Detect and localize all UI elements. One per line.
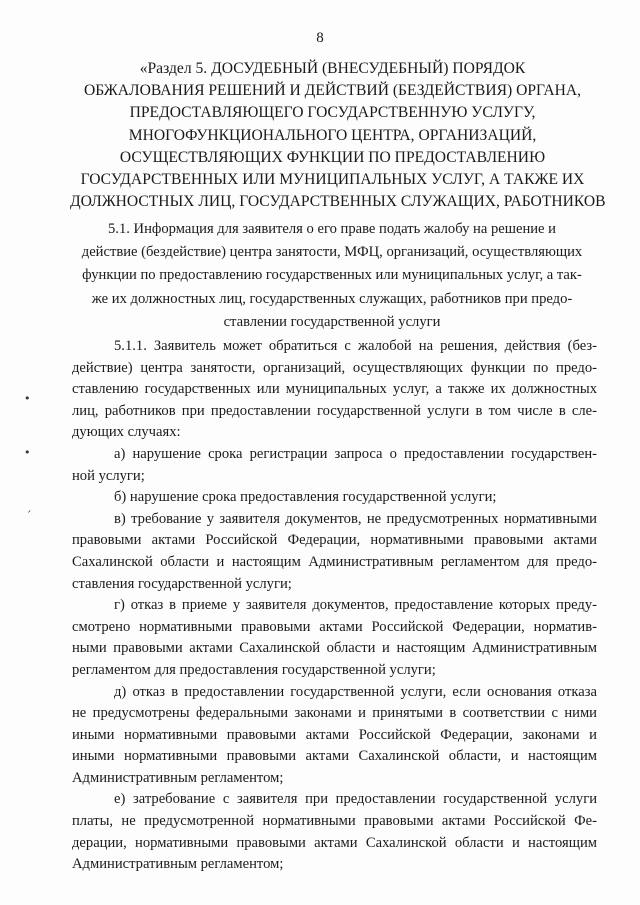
body-line: д) отказ в предоставлении государственной услуги, если основания отказа — [114, 683, 597, 700]
body-line: ставления государственной услуги; — [72, 575, 292, 592]
body-line: в) требование у заявителя документов, не предусмотренных нормативными — [114, 510, 597, 527]
margin-mark: ˏ — [26, 500, 32, 513]
page-number: 8 — [316, 30, 324, 46]
body-line: иными нормативными правовыми актами Российской Федерации, законами и — [72, 726, 597, 743]
body-line: Административным регламентом; — [72, 856, 284, 873]
margin-mark: • — [24, 392, 31, 405]
body-line: не предусмотрены федеральными законами и принятыми в соответствии с ними — [72, 705, 597, 722]
subsection-heading — [72, 218, 592, 334]
subsection-heading-line: ставлении государственной услуги — [223, 313, 441, 330]
section-heading-line: ОБЖАЛОВАНИЯ РЕШЕНИЙ И ДЕЙСТВИЙ (БЕЗДЕЙСТВИЯ) ОРГАНА, — [83, 82, 582, 100]
body-line: 5.1.1. Заявитель может обратиться с жалобой на решения, действия (без- — [114, 338, 597, 354]
subsection-heading-line: действие (бездействие) центра занятости, МФЦ, организаций, осуществляющих — [81, 244, 583, 261]
body-line: иными нормативными правовыми актами Сахалинской области, и настоящим — [72, 748, 597, 765]
section-heading-line: МНОГОФУНКЦИОНАЛЬНОГО ЦЕНТРА, ОРГАНИЗАЦИЙ, — [128, 126, 537, 144]
body-line: лиц, работников при предоставлении государственной услуги в том числе в сле- — [72, 402, 597, 419]
section-heading-line: ГОСУДАРСТВЕННЫХ ИЛИ МУНИЦИПАЛЬНЫХ УСЛУГ, А ТАКЖЕ ИХ — [80, 171, 585, 189]
body-line: регламентом для предоставления государственной услуги; — [72, 661, 436, 678]
body-line: Административным регламентом; — [72, 769, 284, 786]
section-heading-line: «Раздел 5. ДОСУДЕБНЫЙ (ВНЕСУДЕБНЫЙ) ПОРЯДОК — [139, 60, 526, 77]
margin-mark: • — [24, 446, 31, 459]
subsection-heading-line: функции по предоставлению государственных или муниципальных услуг, а так- — [82, 267, 582, 284]
section-heading-line: ДОЛЖНОСТНЫХ ЛИЦ, ГОСУДАРСТВЕННЫХ СЛУЖАЩИХ, РАБОТНИКОВ — [70, 193, 606, 211]
body-line: Сахалинской области и настоящим Административным регламентом для предо- — [72, 553, 597, 570]
body-line: г) отказ в приеме у заявителя документов, предоставление которых преду- — [114, 597, 597, 614]
body-line: дерации, нормативными правовыми актами Сахалинской области и настоящим — [72, 834, 597, 851]
body-line: смотрено нормативными правовыми актами Российской Федерации, норматив- — [72, 618, 597, 635]
subsection-heading-line: 5.1. Информация для заявителя о его праве подать жалобу на решение и — [108, 221, 556, 237]
body-line: ными правовыми актами Сахалинской области и настоящим Административным — [72, 640, 597, 657]
subsection-heading-line: же их должностных лиц, государственных служащих, работников при предо- — [91, 290, 573, 307]
body-line: б) нарушение срока предоставления государственной услуги; — [114, 489, 497, 506]
body-line: правовыми актами Российской Федерации, нормативными правовыми актами — [72, 532, 597, 549]
section-heading — [70, 58, 606, 213]
body-line: е) затребование с заявителя при предоставлении государственной услуги — [114, 791, 597, 808]
body-line: действие) центра занятости, организаций, осуществляющих функции по предо- — [72, 359, 597, 376]
section-heading-line: ПРЕДОСТАВЛЯЮЩЕГО ГОСУДАРСТВЕННУЮ УСЛУГУ, — [129, 104, 536, 122]
body-line: платы, не предусмотренной нормативными правовыми актами Российской Фе- — [72, 813, 597, 830]
body-line: ной услуги; — [72, 467, 145, 484]
section-heading-line: ОСУЩЕСТВЛЯЮЩИХ ФУНКЦИИ ПО ПРЕДОСТАВЛЕНИЮ — [119, 148, 546, 166]
body-line: ставлению государственных или муниципальных услуг, а также их должностных — [72, 381, 597, 398]
body-line: а) нарушение срока регистрации запроса о предоставлении государствен- — [114, 445, 597, 462]
body-text — [72, 336, 597, 876]
body-line: дующих случаях: — [72, 424, 181, 441]
